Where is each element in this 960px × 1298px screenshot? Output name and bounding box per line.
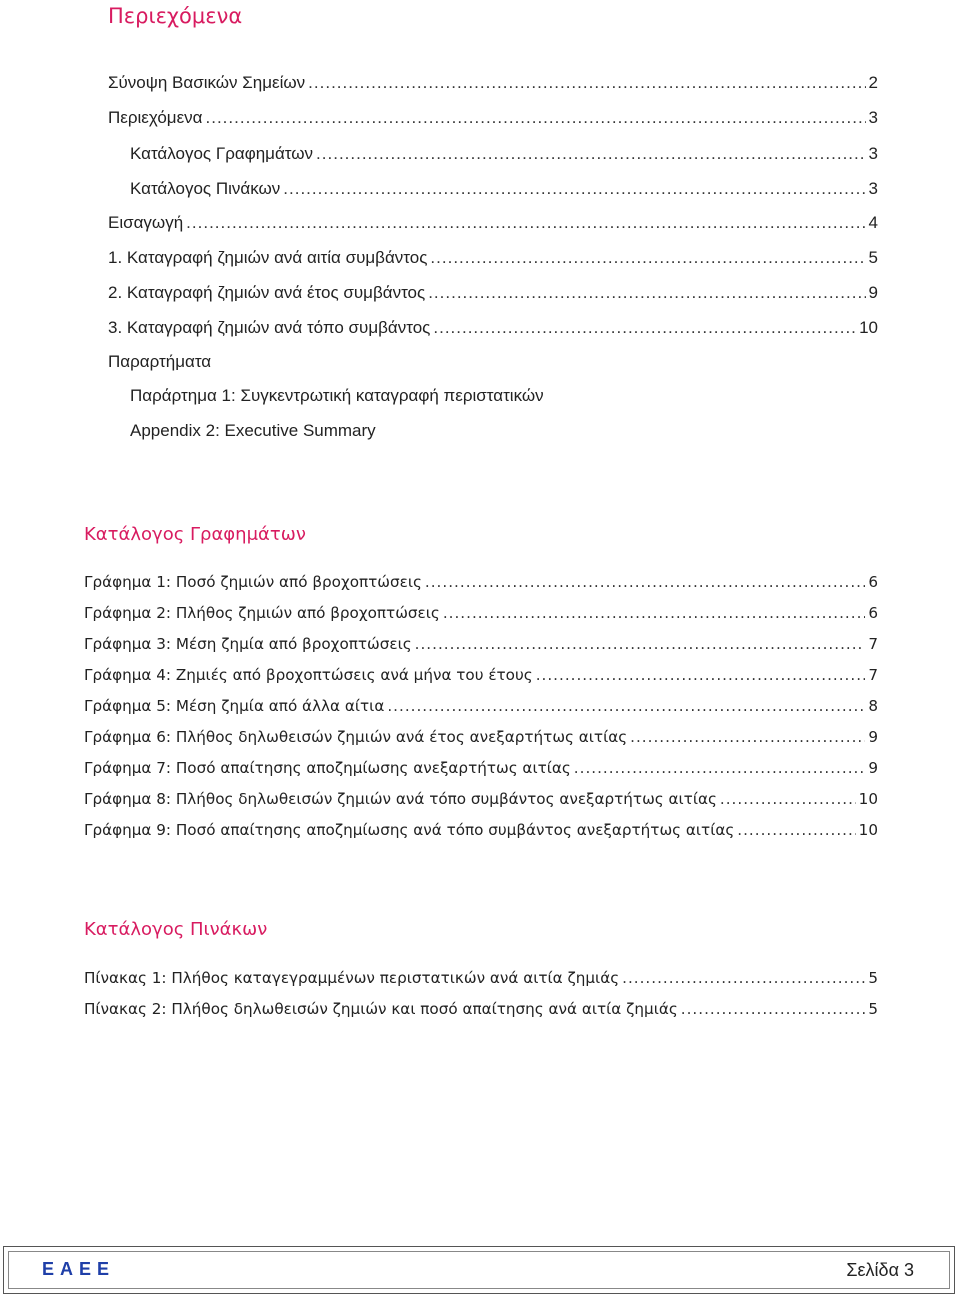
toc-entry-label: Σύνοψη Βασικών Σημείων <box>108 73 306 92</box>
charts-heading: Κατάλογος Γραφημάτων <box>84 524 306 545</box>
chart-entry-page: 7 <box>868 635 878 653</box>
dot-leader <box>206 108 866 128</box>
toc-entry-label: 2. Καταγραφή ζημιών ανά έτος συμβάντος <box>108 283 426 302</box>
toc-entry[interactable] <box>108 213 878 233</box>
toc-entry-page: 10 <box>859 318 878 337</box>
chart-entry-page: 10 <box>858 790 878 808</box>
dot-leader <box>308 73 865 93</box>
chart-entry-label: Γράφημα 6: Πλήθος δηλωθεισών ζημιών ανά έτος ανεξαρτήτως αιτίας <box>84 728 628 746</box>
chart-entry[interactable] <box>84 604 878 622</box>
dot-leader <box>433 318 856 338</box>
toc-entry-page: 3 <box>868 144 878 163</box>
toc-entry-page: 4 <box>868 213 878 232</box>
toc-entry-label: Εισαγωγή <box>108 213 184 232</box>
dot-leader <box>316 144 865 164</box>
dot-leader <box>681 1000 866 1018</box>
dot-leader <box>720 790 856 808</box>
toc-entry-page: 3 <box>868 108 878 127</box>
dot-leader <box>415 635 866 653</box>
footer-frame <box>8 1251 950 1289</box>
dot-leader <box>283 179 865 199</box>
toc-entry[interactable] <box>108 108 878 128</box>
dot-leader <box>630 728 865 746</box>
table-entry[interactable] <box>84 1000 878 1018</box>
chart-entry-page: 8 <box>868 697 878 715</box>
chart-entry-page: 9 <box>868 728 878 746</box>
toc-entry-label: 1. Καταγραφή ζημιών ανά αιτία συμβάντος <box>108 248 428 267</box>
chart-entry-label: Γράφημα 4: Ζημιές από βροχοπτώσεις ανά μήνα του έτους <box>84 666 533 684</box>
dot-leader <box>425 573 865 591</box>
page-footer <box>3 1246 955 1294</box>
toc-entry-label: 3. Καταγραφή ζημιών ανά τόπο συμβάντος <box>108 318 431 337</box>
chart-entry[interactable] <box>84 728 878 746</box>
dot-leader <box>737 821 855 839</box>
table-entry-page: 5 <box>868 969 878 987</box>
dot-leader <box>536 666 866 684</box>
toc-entry[interactable] <box>130 421 376 441</box>
dot-leader <box>443 604 866 622</box>
chart-entry[interactable] <box>84 635 878 653</box>
chart-entry-label: Γράφημα 3: Μέση ζημία από βροχοπτώσεις <box>84 635 412 653</box>
toc-entry-label: Appendix 2: Executive Summary <box>130 421 376 440</box>
toc-entry-label: Κατάλογος Πινάκων <box>130 179 281 198</box>
toc-entry[interactable] <box>108 318 878 338</box>
dot-leader <box>186 213 865 233</box>
toc-entry-page: 3 <box>868 179 878 198</box>
chart-entry[interactable] <box>84 759 878 777</box>
dot-leader <box>428 283 865 303</box>
toc-entry[interactable] <box>108 283 878 303</box>
toc-entry[interactable] <box>130 179 878 199</box>
toc-entry-label: Παράρτημα 1: Συγκεντρωτική καταγραφή περιστατικών <box>130 386 544 405</box>
table-entry-label: Πίνακας 1: Πλήθος καταγεγραμμένων περιστατικών ανά αιτία ζημιάς <box>84 969 620 987</box>
table-entry[interactable] <box>84 969 878 987</box>
chart-entry-page: 9 <box>868 759 878 777</box>
chart-entry-page: 7 <box>868 666 878 684</box>
chart-entry-label: Γράφημα 7: Ποσό απαίτησης αποζημίωσης ανεξαρτήτως αιτίας <box>84 759 571 777</box>
dot-leader <box>574 759 866 777</box>
table-entry-label: Πίνακας 2: Πλήθος δηλωθεισών ζημιών και ποσό απαίτησης ανά αιτία ζημιάς <box>84 1000 678 1018</box>
footer-page-number: Σελίδα 3 <box>846 1260 914 1280</box>
contents-heading: Περιεχόμενα <box>108 4 243 28</box>
tables-heading: Κατάλογος Πινάκων <box>84 919 268 940</box>
toc-entry[interactable] <box>130 386 544 406</box>
toc-entry[interactable] <box>108 352 211 372</box>
chart-entry-label: Γράφημα 1: Ποσό ζημιών από βροχοπτώσεις <box>84 573 422 591</box>
chart-entry[interactable] <box>84 790 878 808</box>
toc-entry-label: Κατάλογος Γραφημάτων <box>130 144 314 163</box>
chart-entry-label: Γράφημα 2: Πλήθος ζημιών από βροχοπτώσεις <box>84 604 440 622</box>
dot-leader <box>430 248 865 268</box>
toc-entry[interactable] <box>108 73 878 93</box>
chart-entry-label: Γράφημα 9: Ποσό απαίτησης αποζημίωσης ανά τόπο συμβάντος ανεξαρτήτως αιτίας <box>84 821 735 839</box>
chart-entry-page: 6 <box>868 573 878 591</box>
table-entry-page: 5 <box>868 1000 878 1018</box>
chart-entry-label: Γράφημα 8: Πλήθος δηλωθεισών ζημιών ανά τόπο συμβάντος ανεξαρτήτως αιτίας <box>84 790 717 808</box>
dot-leader <box>622 969 865 987</box>
toc-entry-label: Περιεχόμενα <box>108 108 203 127</box>
footer-org-name: ΕΑΕΕ <box>42 1259 116 1279</box>
toc-entry-label: Παραρτήματα <box>108 352 212 371</box>
chart-entry-page: 6 <box>868 604 878 622</box>
toc-entry[interactable] <box>108 248 878 268</box>
toc-entry-page: 5 <box>868 248 878 267</box>
chart-entry-page: 10 <box>858 821 878 839</box>
dot-leader <box>387 697 865 715</box>
chart-entry[interactable] <box>84 821 878 839</box>
toc-entry-page: 9 <box>868 283 878 302</box>
chart-entry[interactable] <box>84 697 878 715</box>
chart-entry-label: Γράφημα 5: Μέση ζημία από άλλα αίτια <box>84 697 385 715</box>
chart-entry[interactable] <box>84 666 878 684</box>
toc-entry[interactable] <box>130 144 878 164</box>
toc-entry-page: 2 <box>868 73 878 92</box>
chart-entry[interactable] <box>84 573 878 591</box>
